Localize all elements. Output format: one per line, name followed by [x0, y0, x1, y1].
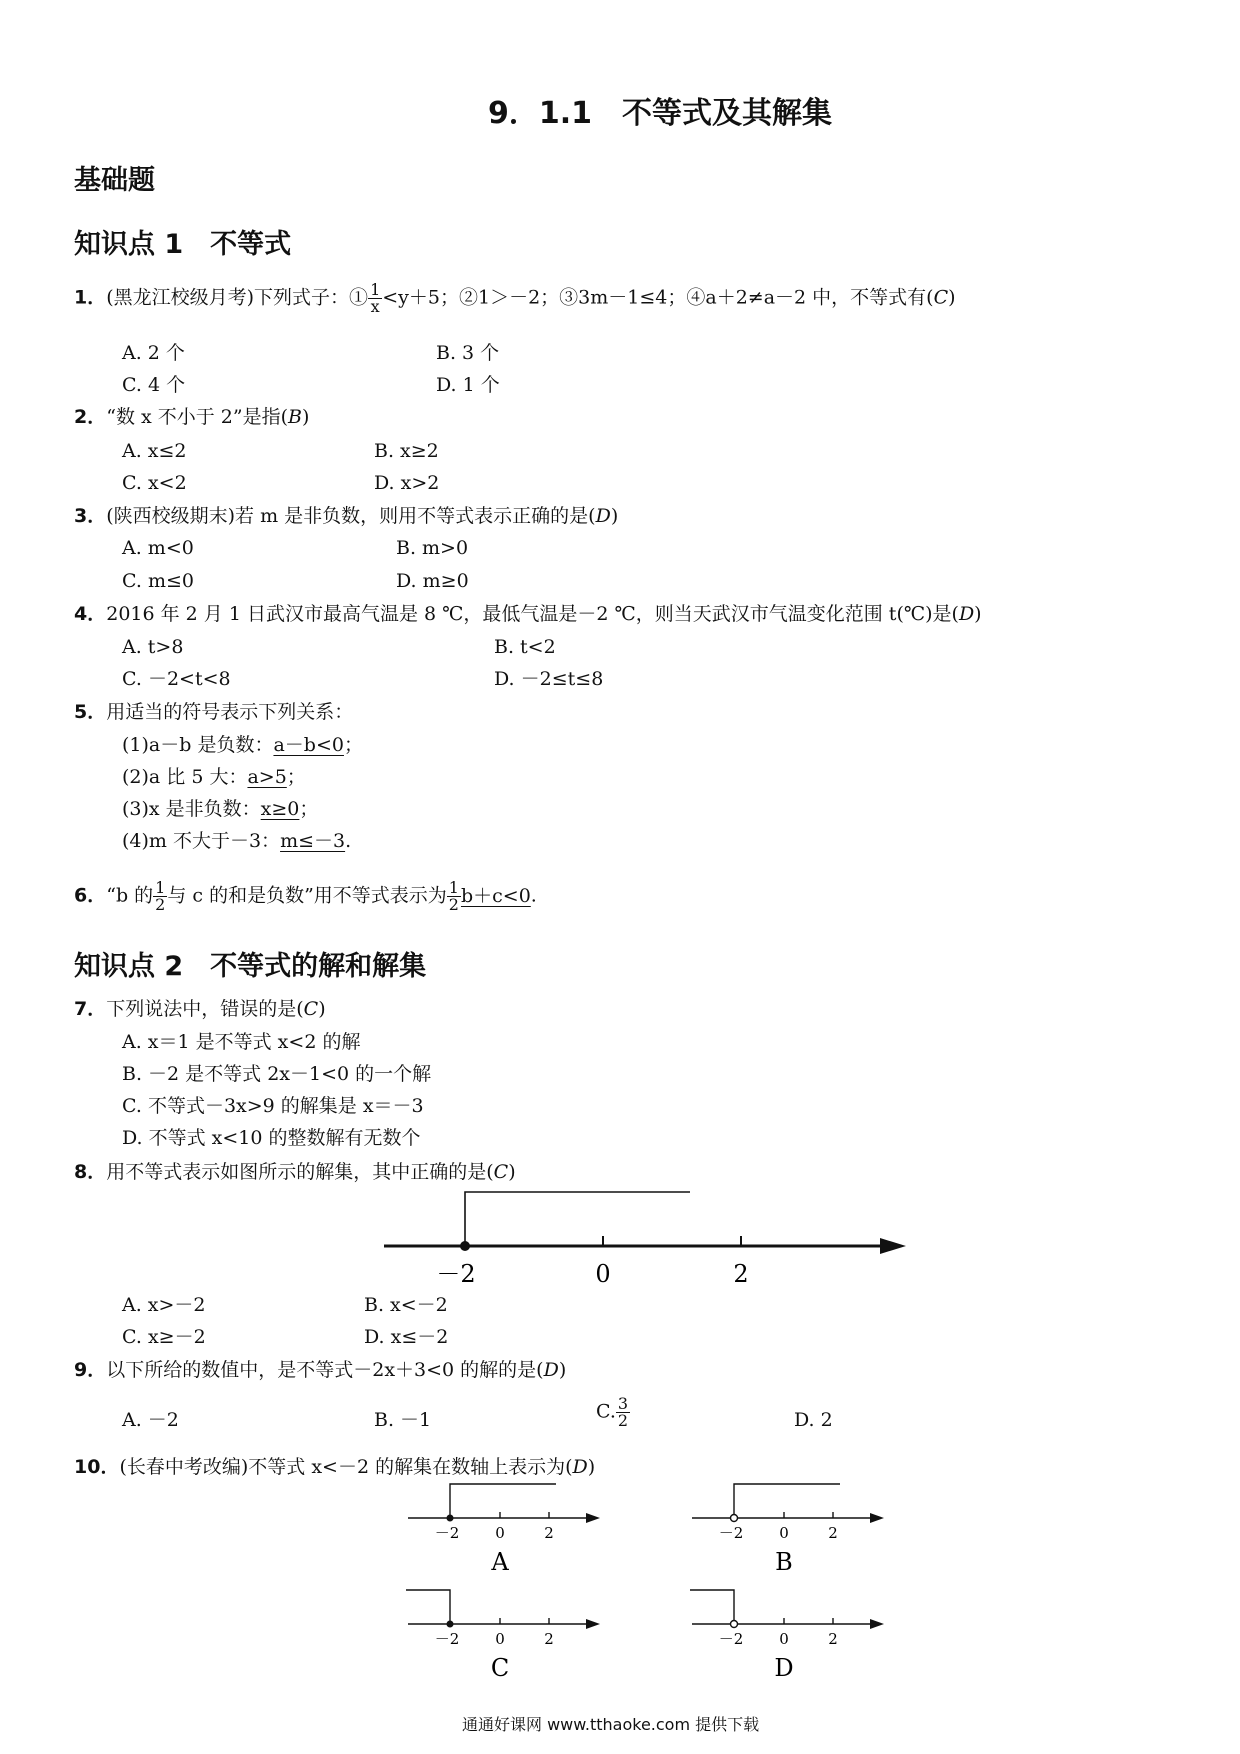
fraction: [447, 880, 461, 913]
solid-point: [447, 1621, 454, 1628]
option-c: C. －2<t<8: [122, 668, 231, 690]
option-d: D. －2≤t≤8: [494, 668, 604, 690]
question-4: [74, 602, 982, 626]
paren: ): [974, 603, 982, 625]
option-b: B. x≥2: [374, 440, 439, 462]
option-d: D. x>2: [374, 472, 440, 494]
answer: a－b<0: [273, 734, 344, 756]
option-b: B. 3 个: [436, 342, 500, 364]
number-line-option-a: [400, 1478, 610, 1580]
denominator: 2: [448, 895, 459, 914]
denominator: 2: [617, 1411, 629, 1430]
question-10: [74, 1455, 595, 1479]
solid-point: [460, 1241, 470, 1251]
option-a: A. x≤2: [122, 440, 187, 462]
solution-bracket: [450, 1484, 556, 1518]
option-d: D. 不等式 x<10 的整数解有无数个: [122, 1127, 421, 1149]
option-a: A. x>－2: [122, 1294, 206, 1316]
numerator: 1: [370, 280, 381, 299]
tick-label: 0: [495, 1524, 505, 1542]
answer: C: [493, 1161, 509, 1183]
option-d: D. x≤－2: [364, 1326, 449, 1348]
axis-arrow: [586, 1619, 600, 1629]
option-c: C. 不等式－3x>9 的解集是 x＝－3: [122, 1095, 424, 1117]
hollow-point: [731, 1515, 738, 1522]
answer: B: [288, 406, 302, 428]
punct: ；: [343, 734, 363, 756]
option-d: D. m≥0: [396, 570, 469, 592]
option-d: D. 1 个: [436, 374, 500, 396]
punct: .: [345, 830, 352, 852]
footer-credit: 通通好课网 www.tthaoke.com 提供下载: [462, 1715, 760, 1734]
question-text: 下列说法中，错误的是(: [106, 998, 304, 1020]
answer: m≤－3: [280, 830, 346, 852]
option-b: B. m>0: [396, 537, 469, 559]
tick-label: 2: [544, 1630, 554, 1648]
denominator: 2: [155, 895, 166, 914]
answer: x≥0: [260, 798, 300, 820]
answer: C: [933, 286, 949, 309]
solid-point: [447, 1515, 454, 1522]
option-a: A. m<0: [122, 537, 194, 559]
option-c: C. 4 个: [122, 374, 186, 396]
option-label: D: [774, 1654, 794, 1682]
number-line-option-c: [400, 1584, 610, 1686]
option-a: A. x＝1 是不等式 x<2 的解: [122, 1031, 361, 1053]
question-text: “b 的: [106, 884, 154, 907]
option-b: B. x<－2: [364, 1294, 448, 1316]
question-text: 2016 年 2 月 1 日武汉市最高气温是 8 ℃，最低气温是－2 ℃，则当天武汉市气温变化范围 t(℃)是(: [106, 603, 959, 625]
option-a: A. －2: [122, 1409, 179, 1431]
answer: a>5: [247, 766, 287, 788]
question-number: 10．: [74, 1456, 120, 1478]
punct: .: [530, 884, 537, 907]
question-text: (长春中考改编)不等式 x<－2 的解集在数轴上表示为(: [119, 1456, 573, 1478]
question-number: 6．: [74, 884, 107, 907]
question-text: 以下所给的数值中，是不等式－2x＋3<0 的解的是(: [106, 1359, 544, 1381]
solution-bracket: [690, 1590, 734, 1624]
paren: ): [948, 286, 956, 309]
solution-bracket: [734, 1484, 840, 1518]
answer-text: b＋c<0: [460, 884, 531, 907]
question-number: 3．: [74, 505, 107, 527]
question-text: 用适当的符号表示下列关系：: [106, 701, 354, 723]
tick-label: 0: [495, 1630, 505, 1648]
question-number: 1．: [74, 286, 107, 309]
question-number: 7．: [74, 998, 107, 1020]
option-b: B. －1: [374, 1409, 432, 1431]
tick-label: 2: [544, 1524, 554, 1542]
sub-text: (3)x 是非负数：: [122, 798, 261, 820]
answer: C: [303, 998, 319, 1020]
level-heading: 基础题: [74, 165, 155, 196]
paren: ): [610, 505, 619, 527]
tick-label: 0: [595, 1260, 611, 1288]
question-number: 2．: [74, 406, 107, 428]
option-b: B. t<2: [494, 636, 556, 658]
sub-text: (2)a 比 5 大：: [122, 766, 248, 788]
answer: D: [595, 505, 611, 527]
solution-bracket: [406, 1590, 450, 1624]
numerator: 3: [617, 1394, 629, 1413]
option-c: C. x≥－2: [122, 1326, 206, 1348]
question-2: [74, 405, 309, 429]
question-9: [74, 1358, 566, 1382]
axis-arrow: [870, 1513, 884, 1523]
sub-question-4: [122, 829, 351, 853]
option-c: [596, 1396, 630, 1429]
question-number: 5．: [74, 701, 107, 723]
tick-label: 0: [779, 1524, 789, 1542]
section-heading-1: 知识点 1 不等式: [74, 229, 292, 260]
sub-text: (1)a－b 是负数：: [122, 734, 274, 756]
answer: D: [543, 1359, 559, 1381]
paren: ): [508, 1161, 516, 1183]
question-text: “数 x 不小于 2”是指(: [106, 406, 288, 428]
option-b: B. －2 是不等式 2x－1<0 的一个解: [122, 1063, 432, 1085]
option-a: A. 2 个: [122, 342, 185, 364]
tick-label: 2: [733, 1260, 749, 1288]
option-label: B: [775, 1548, 793, 1576]
solution-bracket: [465, 1192, 690, 1246]
tick-label: －2: [434, 1630, 460, 1648]
option-a: A. t>8: [122, 636, 184, 658]
question-1: [74, 282, 956, 315]
punct: ；: [286, 766, 306, 788]
question-number: 8．: [74, 1161, 107, 1183]
question-text: 与 c 的和是负数”用不等式表示为: [167, 884, 447, 907]
paren: ): [318, 998, 326, 1020]
fraction: [153, 880, 167, 913]
tick-label: －2: [718, 1524, 744, 1542]
numerator: 1: [155, 878, 166, 897]
axis-arrow: [586, 1513, 600, 1523]
axis-arrow: [880, 1238, 906, 1254]
question-3: [74, 504, 618, 528]
paren: ): [587, 1456, 596, 1478]
tick-label: －2: [434, 1524, 460, 1542]
tick-label: 0: [779, 1630, 789, 1648]
answer: [447, 878, 531, 914]
option-c: C. x<2: [122, 472, 187, 494]
option-label: A: [491, 1548, 509, 1576]
option-label: C: [490, 1654, 510, 1682]
tick-label: 2: [828, 1524, 838, 1542]
tick-label: －2: [436, 1260, 476, 1288]
tick-label: －2: [718, 1630, 744, 1648]
option-letter: C.: [596, 1400, 616, 1423]
punct: ；: [299, 798, 319, 820]
question-text: (陕西校级期末)若 m 是非负数，则用不等式表示正确的是(: [106, 505, 596, 527]
axis-arrow: [870, 1619, 884, 1629]
sub-question-1: [122, 733, 363, 757]
sub-text: (4)m 不大于－3：: [122, 830, 281, 852]
number-line-q8: [370, 1180, 910, 1290]
number-line-option-d: [684, 1584, 894, 1686]
question-number: 9．: [74, 1359, 107, 1381]
section-heading-2: 知识点 2 不等式的解和解集: [74, 951, 427, 982]
paren: ): [558, 1359, 567, 1381]
answer: D: [958, 603, 975, 625]
question-5: [74, 700, 353, 724]
number-line-option-b: [684, 1478, 894, 1580]
sub-question-2: [122, 765, 306, 789]
sub-question-3: [122, 797, 318, 821]
option-c: C. m≤0: [122, 570, 194, 592]
paren: ): [301, 406, 310, 428]
numerator: 1: [448, 878, 459, 897]
option-d: D. 2: [794, 1409, 833, 1431]
question-text: 用不等式表示如图所示的解集，其中正确的是(: [106, 1161, 494, 1183]
denominator: x: [368, 298, 382, 315]
answer: D: [572, 1456, 588, 1478]
question-number: 4．: [74, 603, 107, 625]
question-text: <y＋5；②1＞－2；③3m－1≤4；④a＋2≠a－2 中，不等式有(: [382, 286, 934, 309]
hollow-point: [731, 1621, 738, 1628]
tick-label: 2: [828, 1630, 838, 1648]
fraction: [616, 1396, 630, 1429]
question-6: [74, 880, 537, 913]
question-7: [74, 997, 326, 1021]
page-title: 9．1.1 不等式及其解集: [488, 96, 833, 131]
question-text: (黑龙江校级月考)下列式子：①: [106, 286, 369, 309]
fraction: [368, 282, 382, 315]
